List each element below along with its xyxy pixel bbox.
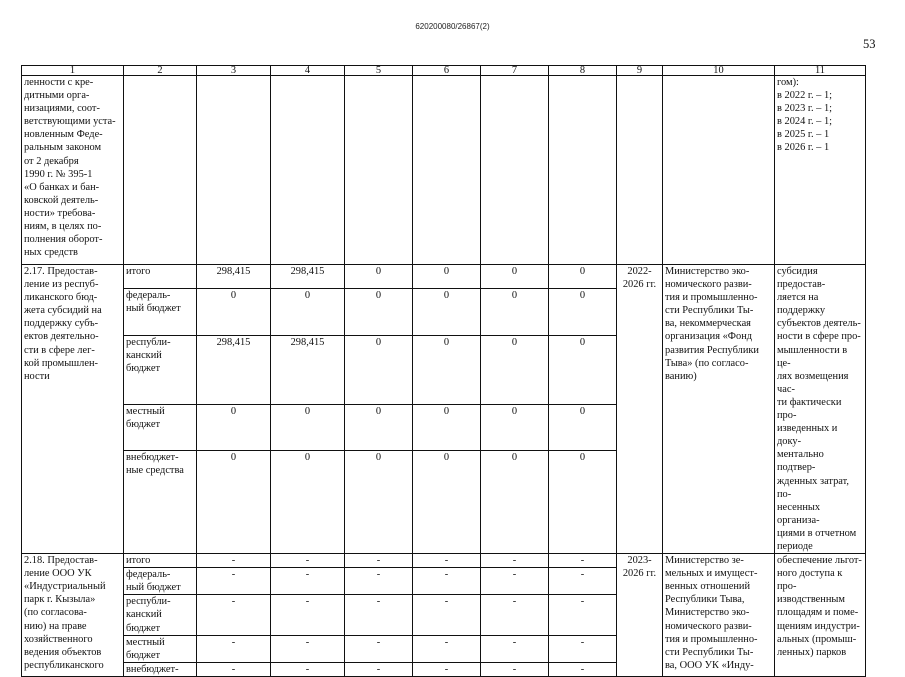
funding-source [124, 554, 197, 568]
text-line: федераль- [126, 569, 171, 581]
text-line: 2023- [627, 555, 652, 567]
amount-cell: - [413, 568, 481, 595]
text-line: ный бюджет [126, 303, 181, 315]
text-line: Министерство эко- [665, 607, 750, 619]
amount-cell: - [197, 568, 271, 595]
text-line: площадям и поме- [777, 607, 859, 619]
period [617, 554, 663, 677]
amount-cell: 0 [197, 404, 271, 451]
text-line: ных средств [24, 247, 78, 259]
text-line: парк г. Кызыла» [24, 594, 96, 606]
funding-source [124, 595, 197, 635]
amount-cell: 0 [481, 404, 549, 451]
text-line: канский [126, 349, 162, 361]
amount-cell: - [271, 635, 345, 662]
amount-cell: 0 [197, 289, 271, 336]
text-line: номического разви- [665, 279, 752, 291]
col-header: 8 [549, 66, 617, 76]
amount-cell: 0 [413, 265, 481, 289]
col-header: 2 [124, 66, 197, 76]
text-line: ектов деятельно- [24, 331, 99, 343]
funding-source [124, 635, 197, 662]
amount-cell: - [413, 662, 481, 676]
text-line: организация «Фонд [665, 331, 753, 343]
text-line: мышленности в це- [777, 344, 848, 369]
text-line: развития Республики [665, 344, 759, 356]
text-line: в 2025 г. – 1 [777, 129, 830, 141]
funding-source [124, 662, 197, 676]
amount-cell: - [345, 662, 413, 676]
text-line: внебюджет- [126, 452, 179, 464]
text-line: субсидия предостав- [777, 266, 826, 291]
amount-cell: 0 [271, 289, 345, 336]
text-line: ные средства [126, 465, 184, 477]
amount-cell: 0 [549, 404, 617, 451]
col-header: 7 [481, 66, 549, 76]
text-line: хозяйственного [24, 633, 93, 645]
col-header: 1 [22, 66, 124, 76]
amount-cell: - [271, 554, 345, 568]
text-line: местный [126, 405, 165, 417]
amount-cell: 0 [413, 289, 481, 336]
amount-cell: - [481, 595, 549, 635]
amount-cell: - [271, 568, 345, 595]
text-line: федераль- [126, 290, 171, 302]
amount-cell: 298,415 [197, 265, 271, 289]
col-header: 9 [617, 66, 663, 76]
text-line: республи- [126, 596, 171, 608]
text-line: ности [24, 370, 50, 382]
table-row [22, 554, 866, 568]
funding-source [124, 335, 197, 404]
amount-cell: 0 [271, 404, 345, 451]
text-line: «О банках и бан- [24, 181, 100, 193]
result-text [775, 554, 866, 677]
amount-cell: 0 [271, 451, 345, 554]
text-line: субъектов деятель- [777, 318, 861, 330]
text-line: венных отношений [665, 581, 751, 593]
text-line: изводственным [777, 594, 845, 606]
text-line: 2.17. Предостав- [24, 266, 98, 277]
amount-cell: - [549, 635, 617, 662]
program-table [21, 65, 866, 677]
text-line: «Индустриальный [24, 581, 106, 593]
text-line: республи- [126, 336, 171, 348]
text-line: ванию) [665, 370, 697, 382]
text-line: в 2024 г. – 1; [777, 116, 833, 128]
text-line: полнения оборот- [24, 234, 103, 246]
text-line: бюджет [126, 649, 161, 661]
text-line: тия и промышленно- [665, 292, 758, 304]
amount-cell: 0 [413, 404, 481, 451]
text-line: сти Республики Ты- [665, 646, 754, 658]
measure-name [22, 554, 124, 677]
text-line: изведенных и доку- [777, 423, 838, 448]
text-line: местный [126, 636, 165, 648]
document-id: 620200080/26867(2) [415, 22, 490, 31]
amount-cell: - [197, 635, 271, 662]
text-line: ликанского бюд- [24, 292, 98, 304]
funding-source [124, 451, 197, 554]
amount-cell: - [481, 568, 549, 595]
text-line: итого [126, 555, 151, 567]
amount-cell: 0 [549, 289, 617, 336]
amount-cell: 0 [413, 335, 481, 404]
amount-cell: - [271, 595, 345, 635]
amount-cell: 0 [197, 451, 271, 554]
amount-cell: - [271, 662, 345, 676]
funding-source [124, 289, 197, 336]
amount-cell: 298,415 [271, 335, 345, 404]
text-line: от 2 декабря [24, 155, 79, 167]
text-line: ленных) парков [777, 646, 847, 658]
amount-cell: - [345, 595, 413, 635]
text-line: канский [126, 609, 162, 621]
text-line: жденных затрат, по- [777, 475, 849, 500]
text-line: сти Республики Ты- [665, 305, 754, 317]
text-line: гом): [777, 77, 799, 88]
text-line: мельных и имущест- [665, 568, 758, 580]
amount-cell: 0 [345, 451, 413, 554]
amount-cell: - [413, 554, 481, 568]
col-header: 4 [271, 66, 345, 76]
text-line: итого [126, 266, 151, 277]
text-line: ведения объектов [24, 646, 102, 658]
text-line: Министерство эко- [665, 266, 750, 277]
column-number-row [22, 66, 866, 76]
amount-cell: - [413, 595, 481, 635]
text-line: ральным законом [24, 142, 102, 154]
amount-cell: - [549, 568, 617, 595]
text-line: 2022- [627, 266, 652, 277]
amount-cell: 0 [345, 335, 413, 404]
text-line: ный бюджет [126, 582, 181, 594]
text-line: тия и промышленно- [665, 633, 758, 645]
amount-cell: 0 [549, 335, 617, 404]
amount-cell: 0 [549, 451, 617, 554]
col-header: 5 [345, 66, 413, 76]
amount-cell: - [197, 595, 271, 635]
text-line: обеспечение льгот- [777, 555, 862, 567]
amount-cell: - [413, 635, 481, 662]
amount-cell: - [197, 662, 271, 676]
text-line: республиканского [24, 659, 104, 671]
text-line: ности» требова- [24, 207, 96, 219]
text-line: (по согласова- [24, 607, 87, 619]
text-line: ности в сфере про- [777, 331, 861, 343]
amount-cell: - [481, 635, 549, 662]
executors [663, 265, 775, 554]
text-line: сти в сфере лег- [24, 344, 95, 356]
text-line: 2026 гг. [622, 279, 657, 291]
text-line: номического разви- [665, 620, 752, 632]
text-line: в 2022 г. – 1; [777, 90, 833, 102]
amount-cell: - [197, 554, 271, 568]
text-line: несенных организа- [777, 501, 821, 526]
amount-cell: 0 [345, 265, 413, 289]
amount-cell: 0 [345, 404, 413, 451]
amount-cell: 0 [481, 451, 549, 554]
continuation-row [22, 76, 866, 265]
col-header: 3 [197, 66, 271, 76]
text-line: щениям индустри- [777, 620, 860, 632]
amount-cell: 0 [481, 335, 549, 404]
executors [663, 554, 775, 677]
text-line: Министерство зе- [665, 555, 744, 567]
text-line: 2026 гг. [622, 568, 657, 580]
text-line: дитными орга- [24, 90, 90, 102]
amount-cell: - [345, 635, 413, 662]
text-line: ковской деятель- [24, 194, 99, 206]
col-header: 6 [413, 66, 481, 76]
amount-cell: - [549, 595, 617, 635]
amount-cell: - [549, 554, 617, 568]
text-line: бюджет [126, 362, 161, 374]
text-line: ва, ООО УК «Инду- [665, 659, 754, 671]
text-line: ва, некоммерческая [665, 318, 751, 330]
col-header: 11 [775, 66, 866, 76]
amount-cell: 0 [413, 451, 481, 554]
text-line: Тыва» (по согласо- [665, 357, 749, 369]
text-line: ление из респуб- [24, 279, 99, 291]
text-line: ление ООО УК [24, 568, 92, 580]
text-line: альных (промыш- [777, 633, 857, 645]
text-line: ляется на поддержку [777, 292, 826, 317]
measure-name [22, 76, 124, 265]
amount-cell: 0 [549, 265, 617, 289]
text-line: бюджет [126, 418, 161, 430]
text-line: 2.18. Предостав- [24, 555, 98, 567]
col-header: 10 [663, 66, 775, 76]
result-text [775, 76, 866, 265]
text-line: ленности с кре- [24, 77, 94, 88]
text-line: ветствующими уста- [24, 116, 116, 128]
funding-source [124, 568, 197, 595]
period [617, 265, 663, 554]
funding-source [124, 265, 197, 289]
text-line: ного доступа к про- [777, 568, 843, 593]
amount-cell: 0 [481, 265, 549, 289]
amount-cell: 298,415 [271, 265, 345, 289]
text-line: Республики Тыва, [665, 594, 745, 606]
text-line: в 2023 г. – 1; [777, 103, 833, 115]
amount-cell: - [345, 554, 413, 568]
text-line: бюджет [126, 622, 161, 634]
text-line: низациями, соот- [24, 103, 100, 115]
amount-cell: 298,415 [197, 335, 271, 404]
funding-source [124, 404, 197, 451]
measure-name [22, 265, 124, 554]
text-line: ниям, в целях по- [24, 221, 102, 233]
amount-cell: 0 [345, 289, 413, 336]
text-line: периоде [777, 540, 813, 552]
amount-cell: - [481, 554, 549, 568]
text-line: 1990 г. № 395-1 [24, 168, 93, 180]
text-line: в 2026 г. – 1 [777, 142, 830, 154]
text-line: лях возмещения час- [777, 370, 849, 395]
result-text [775, 265, 866, 554]
amount-cell: 0 [481, 289, 549, 336]
text-line: кой промышлен- [24, 357, 99, 369]
amount-cell: - [549, 662, 617, 676]
table-row [22, 265, 866, 289]
amount-cell: - [481, 662, 549, 676]
text-line: ментально подтвер- [777, 449, 824, 474]
text-line: внебюджет- [126, 663, 179, 675]
text-line: циями в отчетном [777, 527, 857, 539]
text-line: ти фактически про- [777, 396, 842, 422]
amount-cell: - [345, 568, 413, 595]
text-line: нию) на праве [24, 620, 87, 632]
text-line: жета субсидий на [24, 305, 102, 317]
text-line: поддержку субъ- [24, 318, 99, 330]
page-number: 53 [863, 37, 876, 51]
text-line: новленным Феде- [24, 129, 103, 141]
